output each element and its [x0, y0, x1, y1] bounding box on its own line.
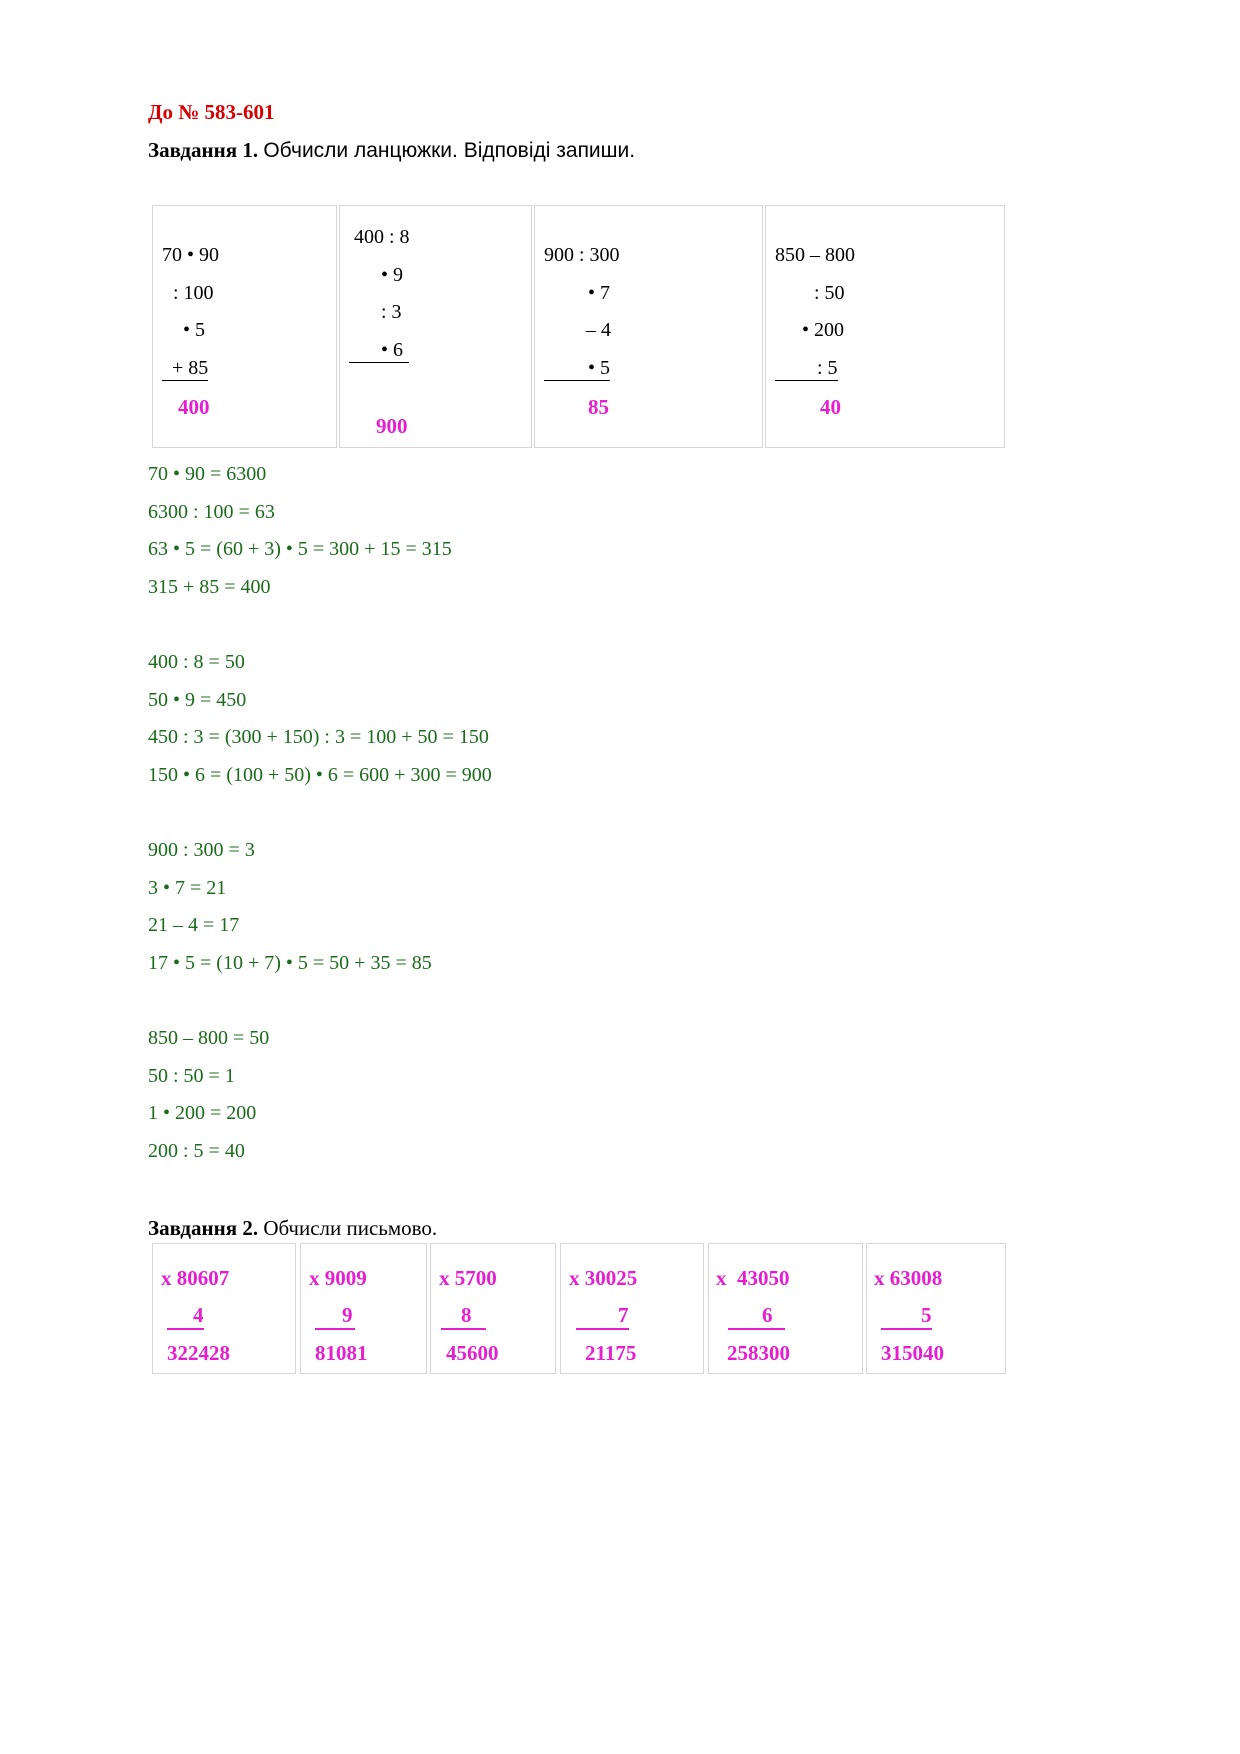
multiplication-cell-5	[708, 1243, 863, 1374]
task-1-text: Обчисли ланцюжки. Відповіді запиши.	[263, 139, 636, 162]
multiplier: 4	[167, 1303, 204, 1330]
task-1-label: Завдання 1.	[148, 138, 259, 162]
chain-answer: 900	[376, 414, 408, 438]
solution-line: 21 – 4 = 17	[148, 914, 240, 936]
multiplication-cell-1	[152, 1243, 296, 1374]
chain-step: : 50	[814, 282, 845, 304]
product: 21175	[585, 1341, 637, 1365]
solution-line: 400 : 8 = 50	[148, 651, 245, 673]
chain-cell-1	[152, 205, 337, 448]
multiplication-cell-2	[300, 1243, 427, 1374]
multiplicand: x 30025	[569, 1266, 638, 1290]
product: 322428	[167, 1341, 230, 1365]
solution-line: 63 • 5 = (60 + 3) • 5 = 300 + 15 = 315	[148, 538, 452, 560]
solution-line: 50 : 50 = 1	[148, 1065, 235, 1087]
solution-line: 50 • 9 = 450	[148, 689, 247, 711]
chain-step: • 9	[381, 264, 404, 286]
multiplier: 6	[728, 1303, 785, 1330]
page-heading: До № 583-601	[148, 100, 275, 124]
product: 258300	[727, 1341, 790, 1365]
multiplication-cell-3	[430, 1243, 556, 1374]
multiplication-cell-4	[560, 1243, 704, 1374]
multiplicand: x 80607	[161, 1266, 230, 1290]
multiplier: 5	[881, 1303, 932, 1330]
product: 45600	[446, 1341, 499, 1365]
chain-start: 70 • 90	[162, 244, 220, 266]
solution-line: 150 • 6 = (100 + 50) • 6 = 600 + 300 = 900	[148, 764, 492, 786]
multiplier: 8	[441, 1303, 486, 1330]
chain-step: • 5	[183, 319, 206, 341]
chain-answer: 40	[820, 395, 841, 419]
multiplicand: x 63008	[874, 1266, 943, 1290]
solution-line: 3 • 7 = 21	[148, 877, 227, 899]
chain-cell-4	[765, 205, 1005, 448]
task-2-label: Завдання 2.	[148, 1216, 259, 1240]
solution-line: 450 : 3 = (300 + 150) : 3 = 100 + 50 = 150	[148, 726, 489, 748]
solution-line: 850 – 800 = 50	[148, 1027, 270, 1049]
chain-step-underlined: + 85	[162, 357, 208, 381]
multiplier: 9	[315, 1303, 355, 1330]
task-2-title	[148, 1216, 437, 1241]
chain-cell-3	[534, 205, 763, 448]
solution-line: 900 : 300 = 3	[148, 839, 255, 861]
solution-line: 17 • 5 = (10 + 7) • 5 = 50 + 35 = 85	[148, 952, 432, 974]
chain-answer: 400	[178, 395, 210, 419]
product: 81081	[315, 1341, 368, 1365]
multiplier: 7	[576, 1303, 629, 1330]
chain-start: 900 : 300	[544, 244, 620, 266]
chain-step: : 3	[381, 301, 402, 323]
solution-line: 70 • 90 = 6300	[148, 463, 267, 485]
multiplicand: x 43050	[716, 1266, 790, 1290]
chain-answer: 85	[588, 395, 609, 419]
chain-step-underlined: • 5	[544, 357, 610, 381]
solution-line: 6300 : 100 = 63	[148, 501, 275, 523]
product: 315040	[881, 1341, 944, 1365]
chain-step: • 7	[588, 282, 611, 304]
chain-step: • 200	[802, 319, 845, 341]
chain-start: 850 – 800	[775, 244, 855, 266]
multiplicand: x 5700	[439, 1266, 497, 1290]
chain-step-underlined: • 6	[349, 339, 409, 363]
task-1-title	[148, 138, 635, 163]
multiplicand: x 9009	[309, 1266, 367, 1290]
task-2-text: Обчисли письмово.	[263, 1216, 438, 1240]
chain-step: : 100	[173, 282, 214, 304]
solution-line: 200 : 5 = 40	[148, 1140, 245, 1162]
chain-start: 400 : 8	[354, 226, 410, 248]
chain-cell-2	[339, 205, 532, 448]
solution-line: 1 • 200 = 200	[148, 1102, 257, 1124]
multiplication-cell-6	[866, 1243, 1006, 1374]
solution-line: 315 + 85 = 400	[148, 576, 271, 598]
chain-step: – 4	[586, 319, 611, 341]
chain-step-underlined: : 5	[775, 357, 838, 381]
